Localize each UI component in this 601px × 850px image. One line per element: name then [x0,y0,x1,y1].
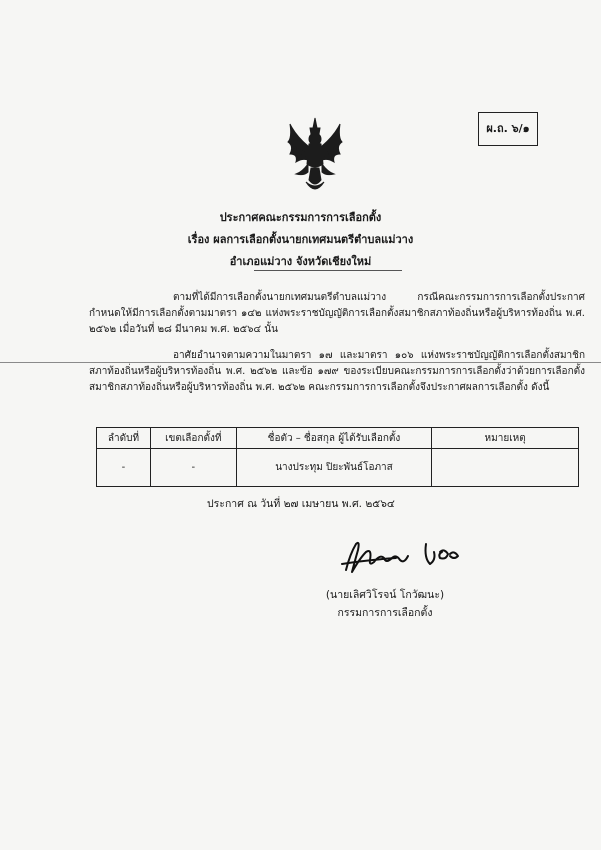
col-header-order: ลำดับที่ [97,428,151,449]
paragraph-background: ตามที่ได้มีการเลือกตั้งนายกเทศมนตรีตำบลแม่วาง กรณีคณะกรรมการการเลือกตั้งประกาศกำหนดให้มีการเลือกตั้งตามมาตรา ๑๔๒ แห่งพระราชบัญญัติการเลือกตั้งสมาชิกสภาท้องถิ่นหรือผู้บริหารท้องถิ่น พ.ศ. ๒๕๖๒ เมื่อวันที่ ๒๘ มีนาคม พ.ศ. ๒๕๖๔ นั้น [89,292,585,335]
cell-elected-name: นางประทุม ปิยะพันธ์โอภาส [236,449,432,487]
table-header-row [97,428,579,449]
cell-remarks [432,449,579,487]
handwritten-signature [336,534,464,578]
form-code-box: ผ.ถ. ๖/๑ [478,112,538,146]
scan-artifact-line [0,362,601,363]
signer-name: (นายเลิศวิโรจน์ โกวัฒนะ) [325,589,445,601]
garuda-emblem-icon [284,116,346,196]
announcement-location: อำเภอแม่วาง จังหวัดเชียงใหม่ [229,255,372,268]
election-results-table [96,427,579,487]
paragraph-authority: อาศัยอำนาจตามความในมาตรา ๑๗ และมาตรา ๑๐๖ แห่งพระราชบัญญัติการเลือกตั้งสมาชิกสภาท้องถิ่นหรือผู้บริหารท้องถิ่น พ.ศ. ๒๕๖๒ และข้อ ๑๗๙ ของระเบียบคณะกรรมการการเลือกตั้งว่าด้วยการเลือกตั้งสมาชิกสภาท้องถิ่นหรือผู้บริหารท้องถิ่น พ.ศ. ๒๕๖๒ คณะกรรมการการเลือกตั้งจึงประกาศผลการเลือกตั้ง ดังนี้ [89,350,585,393]
col-header-district: เขตเลือกตั้งที่ [150,428,236,449]
announcement-title: ประกาศคณะกรรมการการเลือกตั้ง [219,211,382,224]
cell-district: - [150,449,236,487]
table-row [97,449,579,487]
title-divider [254,270,402,271]
cell-order: - [97,449,151,487]
announcement-date: ประกาศ ณ วันที่ ๒๗ เมษายน พ.ศ. ๒๕๖๔ [207,498,395,510]
col-header-remarks: หมายเหตุ [432,428,579,449]
col-header-elected-name: ชื่อตัว – ชื่อสกุล ผู้ได้รับเลือกตั้ง [236,428,432,449]
signer-title: กรรมการการเลือกตั้ง [337,607,433,619]
announcement-subject: เรื่อง ผลการเลือกตั้งนายกเทศมนตรีตำบลแม่วาง [187,233,414,246]
